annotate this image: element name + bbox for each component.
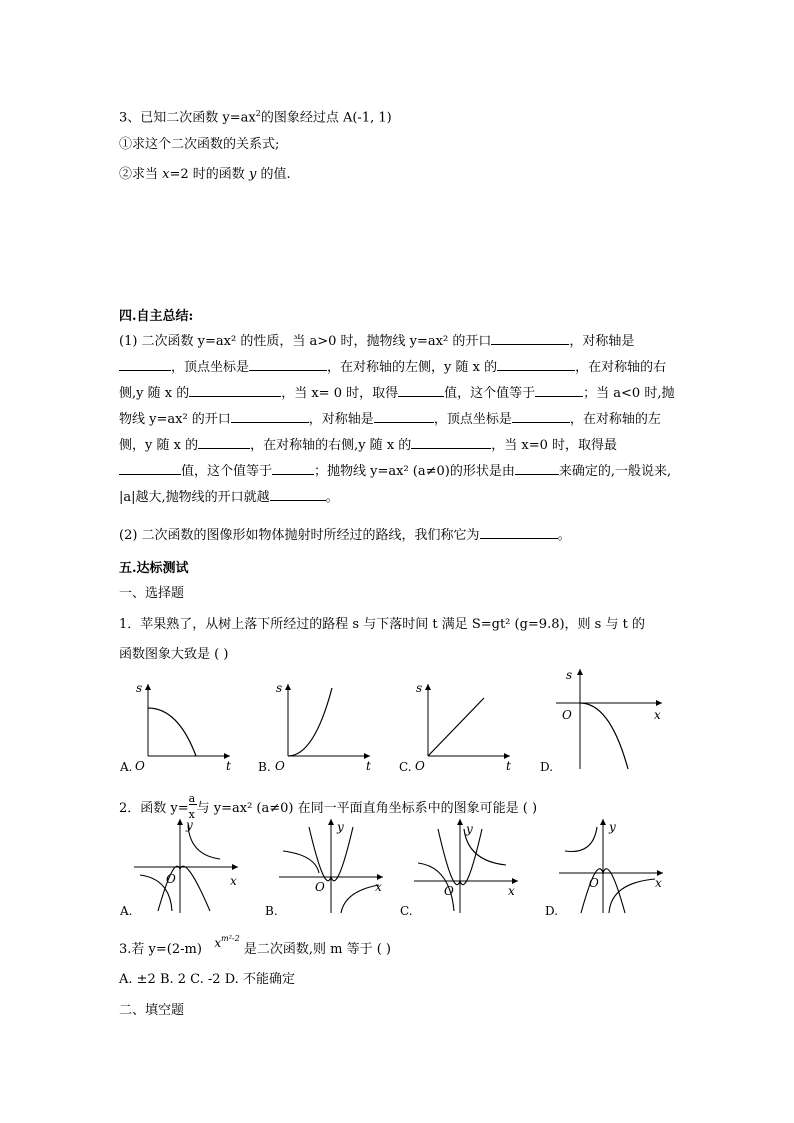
section4-paragraph-1: (1) 二次函数 y=ax² 的性质，当 a>0 时，抛物线 y=ax² 的开口 ，对称轴是，顶点坐标是 ，在对称轴的左侧，y 随 x 的 ，在对称轴的右侧,y 随 x 的 ，当 x= 0 时，取得 值，这个值等于 ；当 a<0 时,抛物线 y=ax² 的开口 ，对称轴是 ，顶点坐标是 ，在对称轴的左侧，y 随 x 的 ，在对称轴的右侧,y 随 x 的 ，当 x=0 时，取得最值，这个值等于 ；抛物线 y=ax² (a≠0)的形状是由 来确定的,一般说来, |a|越大,抛物线的开口就越 。 bbox=[119, 329, 675, 511]
section5-heading: 五.达标测试 bbox=[119, 561, 189, 576]
q1-graph-b bbox=[270, 678, 380, 773]
q1-graph-a bbox=[130, 678, 240, 773]
svg-text:O: O bbox=[444, 884, 454, 898]
q1-option-c[interactable]: C. bbox=[399, 760, 412, 774]
svg-text:s: s bbox=[276, 681, 283, 695]
blank bbox=[119, 356, 171, 371]
blank bbox=[491, 330, 569, 345]
svg-text:y: y bbox=[337, 820, 344, 834]
svg-text:x: x bbox=[230, 874, 237, 888]
fill-in-heading: 二、填空题 bbox=[119, 1003, 185, 1018]
blank bbox=[515, 460, 559, 475]
svg-text:t: t bbox=[226, 759, 231, 773]
blank bbox=[270, 486, 326, 501]
q3-part2: ②求当 x=2 时的函数 y 的值. bbox=[119, 167, 291, 182]
svg-text:s: s bbox=[416, 681, 423, 695]
q2-stem: 2．函数 y= $\frac{a}{x}$ 与 y=ax² (a≠0) 在同一平面直角坐标系中的图象可能是 ( ) bbox=[119, 792, 538, 821]
svg-text:x: x bbox=[654, 708, 661, 722]
section4-heading: 四.自主总结: bbox=[119, 309, 194, 324]
q1-line1: 1．苹果熟了，从树上落下所经过的路程 s 与下落时间 t 满足 S=gt² (g=9.8)，则 s 与 t 的 bbox=[119, 617, 645, 632]
svg-text:x: x bbox=[655, 876, 662, 890]
blank bbox=[374, 408, 434, 423]
q2-option-a[interactable]: A. bbox=[120, 904, 133, 918]
choice-heading: 一、选择题 bbox=[119, 586, 185, 601]
q1-line2: 函数图象大致是 ( ) bbox=[119, 647, 229, 662]
blank bbox=[272, 460, 314, 475]
svg-text:t: t bbox=[366, 759, 371, 773]
svg-text:O: O bbox=[135, 759, 145, 773]
svg-text:y: y bbox=[186, 818, 193, 832]
blank bbox=[535, 382, 583, 397]
blank bbox=[512, 408, 570, 423]
blank bbox=[189, 382, 281, 397]
svg-text:t: t bbox=[506, 759, 511, 773]
blank bbox=[119, 460, 181, 475]
q2-graph-d bbox=[555, 815, 670, 915]
svg-text:y: y bbox=[466, 822, 473, 836]
q2-graph-b bbox=[275, 815, 390, 915]
svg-text:x: x bbox=[508, 884, 515, 898]
q2-graph-a bbox=[130, 815, 245, 915]
q3b-choices: A. ±2 B. 2 C. -2 D. 不能确定 bbox=[119, 972, 295, 987]
q3-part1: ①求这个二次函数的关系式; bbox=[119, 137, 280, 152]
blank bbox=[497, 356, 575, 371]
q2-graph-c bbox=[410, 815, 525, 915]
q1-option-a[interactable]: A. bbox=[120, 760, 133, 774]
blank bbox=[231, 408, 309, 423]
q1-option-b[interactable]: B. bbox=[258, 760, 271, 774]
q2-option-d[interactable]: D. bbox=[545, 904, 559, 918]
svg-text:O: O bbox=[166, 872, 176, 886]
blank bbox=[398, 382, 444, 397]
svg-text:O: O bbox=[562, 708, 572, 722]
blank bbox=[480, 524, 558, 539]
q2-option-c[interactable]: C. bbox=[400, 904, 413, 918]
blank bbox=[411, 434, 491, 449]
blank bbox=[249, 356, 327, 371]
q1-graph-d bbox=[550, 665, 670, 775]
svg-text:s: s bbox=[136, 681, 143, 695]
svg-text:O: O bbox=[589, 876, 599, 890]
q1-option-d[interactable]: D. bbox=[540, 760, 554, 774]
q3b-stem: 3.若 y=(2-m) $x^{m^2-2}$ 是二次函数,则 m 等于 ( ) bbox=[119, 934, 391, 957]
svg-text:y: y bbox=[609, 820, 616, 834]
svg-text:O: O bbox=[315, 880, 325, 894]
q1-graph-c bbox=[410, 678, 520, 773]
svg-text:O: O bbox=[275, 759, 285, 773]
section4-paragraph-2: (2) 二次函数的图像形如物体抛射时所经过的路线，我们称它为 。 bbox=[119, 524, 571, 545]
blank bbox=[198, 434, 250, 449]
q2-option-b[interactable]: B. bbox=[265, 904, 278, 918]
svg-text:x: x bbox=[375, 880, 382, 894]
q3-stem: 3、已知二次函数 $y=ax^2$的图象经过点 A(-1, 1) bbox=[119, 109, 392, 126]
svg-text:s: s bbox=[566, 668, 573, 682]
svg-text:O: O bbox=[415, 759, 425, 773]
